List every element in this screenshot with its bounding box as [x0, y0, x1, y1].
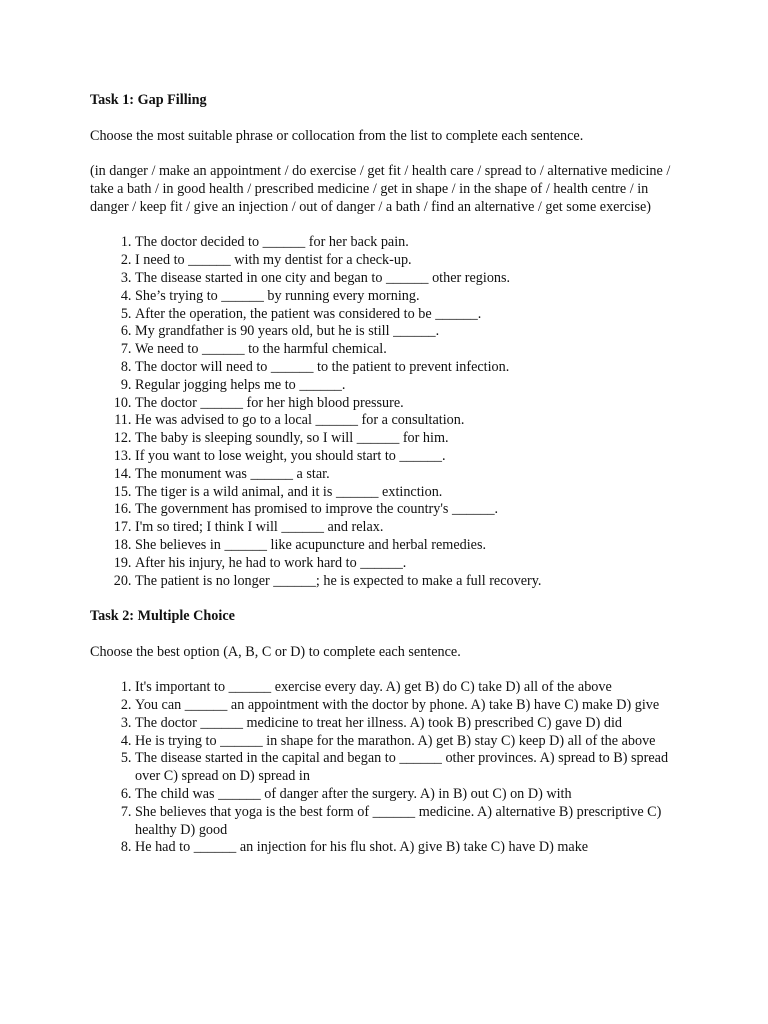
- task2-question: 4. He is trying to ______ in shape for the marathon. A) get B) stay C) keep D) all of the above: [135, 733, 688, 751]
- task1-sentence: 6. My grandfather is 90 years old, but he is still ______.: [135, 323, 688, 341]
- task1-sentence: 3. The disease started in one city and began to ______ other regions.: [135, 270, 688, 288]
- task2-question: 1. It's important to ______ exercise every day. A) get B) do C) take D) all of the above: [135, 679, 688, 697]
- task1-sentence-list: [90, 234, 688, 590]
- task2-heading: Task 2: Multiple Choice: [90, 608, 235, 625]
- task1-word-list: (in danger / make an appointment / do exercise / get fit / health care / spread to / alternative medicine / take a bath / in good health / prescribed medicine / get in shape / in the shape of / health centre / in danger / keep fit / give an injection / out of danger / a bath / find an alternative / get some exercise): [90, 163, 671, 215]
- task1-sentence: 18. She believes in ______ like acupuncture and herbal remedies.: [135, 537, 688, 555]
- task2-question: 5. The disease started in the capital and began to ______ other provinces. A) spread to B) spread over C) spread on D) spread in: [135, 750, 688, 786]
- task1-sentence: 1. The doctor decided to ______ for her back pain.: [135, 234, 688, 252]
- task2-question: 6. The child was ______ of danger after the surgery. A) in B) out C) on D) with: [135, 786, 688, 804]
- task1-sentence: 11. He was advised to go to a local ______ for a consultation.: [135, 412, 688, 430]
- document-content: [90, 92, 688, 875]
- task1-sentence: 2. I need to ______ with my dentist for a check-up.: [135, 252, 688, 270]
- task1-sentence: 7. We need to ______ to the harmful chemical.: [135, 341, 688, 359]
- task1-sentence: 5. After the operation, the patient was considered to be ______.: [135, 306, 688, 324]
- task1-sentence: 19. After his injury, he had to work hard to ______.: [135, 555, 688, 573]
- task1-sentence: 13. If you want to lose weight, you should start to ______.: [135, 448, 688, 466]
- task1-sentence: 4. She’s trying to ______ by running every morning.: [135, 288, 688, 306]
- task1-sentence: 20. The patient is no longer ______; he is expected to make a full recovery.: [135, 573, 688, 591]
- task1-heading: Task 1: Gap Filling: [90, 92, 207, 108]
- task1-sentence: 16. The government has promised to improve the country's ______.: [135, 501, 688, 519]
- task1-sentence: 9. Regular jogging helps me to ______.: [135, 377, 688, 395]
- task2-question: 7. She believes that yoga is the best form of ______ medicine. A) alternative B) prescriptive C) healthy D) good: [135, 804, 688, 840]
- task1-sentence: 8. The doctor will need to ______ to the patient to prevent infection.: [135, 359, 688, 377]
- task1-sentence: 12. The baby is sleeping soundly, so I will ______ for him.: [135, 430, 688, 448]
- task2-question-list: [90, 679, 688, 857]
- task1-section: [90, 92, 688, 590]
- task2-question: 2. You can ______ an appointment with the doctor by phone. A) take B) have C) make D) give: [135, 697, 688, 715]
- task2-question: 8. He had to ______ an injection for his flu shot. A) give B) take C) have D) make: [135, 839, 688, 857]
- task2-instruction: Choose the best option (A, B, C or D) to complete each sentence.: [90, 643, 461, 660]
- task2-section: [90, 608, 688, 857]
- task1-sentence: 14. The monument was ______ a star.: [135, 466, 688, 484]
- task1-sentence: 10. The doctor ______ for her high blood pressure.: [135, 395, 688, 413]
- task1-sentence: 17. I'm so tired; I think I will ______ and relax.: [135, 519, 688, 537]
- task2-question: 3. The doctor ______ medicine to treat her illness. A) took B) prescribed C) gave D) did: [135, 715, 688, 733]
- task1-sentence: 15. The tiger is a wild animal, and it is ______ extinction.: [135, 484, 688, 502]
- task1-instruction: Choose the most suitable phrase or collocation from the list to complete each sentence.: [90, 127, 584, 144]
